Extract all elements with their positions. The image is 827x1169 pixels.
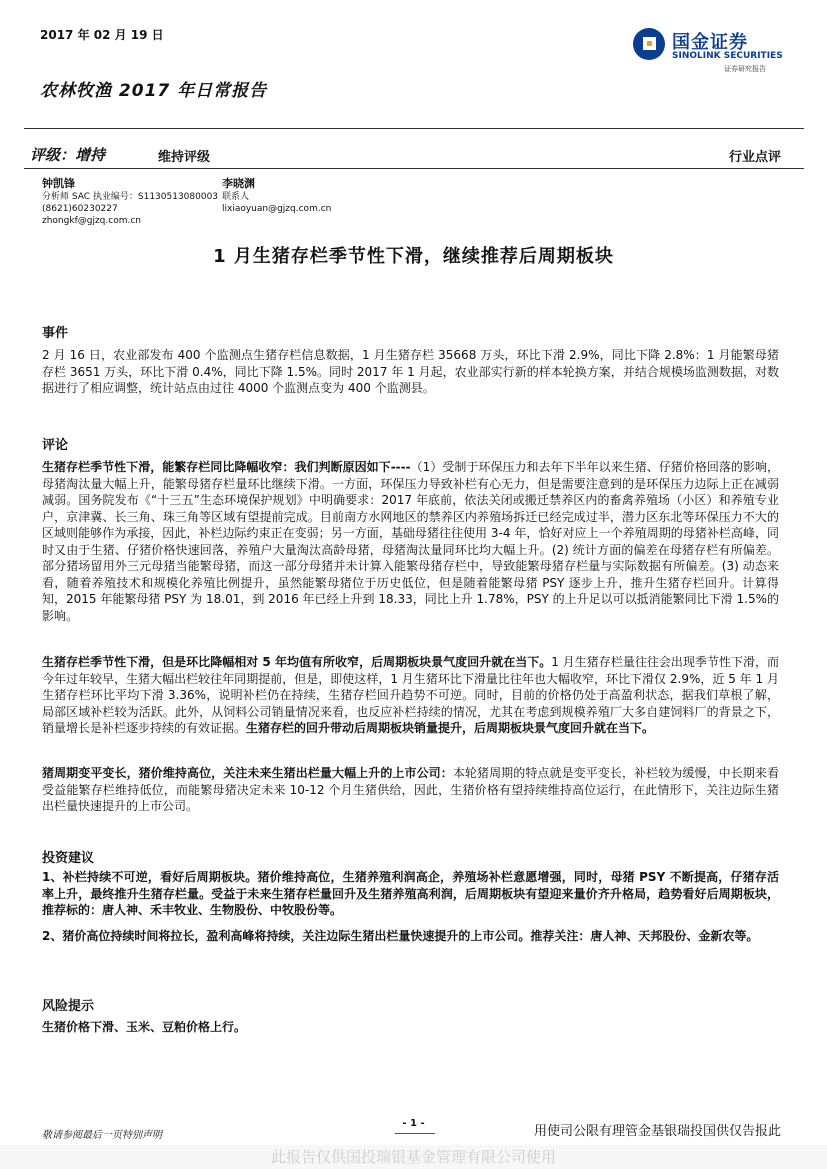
contact-name: 李晓渊 — [222, 177, 255, 190]
header-divider — [24, 128, 804, 129]
logo-mark-icon — [632, 27, 666, 61]
comment-p1-lead: 生猪存栏季节性下滑，能繁存栏同比降幅收窄：我们判断原因如下---- — [42, 460, 411, 474]
rating-divider — [24, 168, 804, 169]
comment-p2-lead: 生猪存栏季节性下滑，但是环比降幅相对 5 年均值有所收窄，后周期板块景气度回升就在当下。 — [42, 655, 552, 669]
comment-p2-conclusion: 生猪存栏的回升带动后周期板块销量提升，后周期板块景气度回升就在当下。 — [246, 721, 655, 735]
comment-p3-lead: 猪周期变平变长，猪价维持高位，关注未来生猪出栏量大幅上升的上市公司： — [42, 766, 453, 780]
advice-item-2: 2、猪价高位持续时间将拉长，盈利高峰将持续，关注边际生猪出栏量快速提升的上市公司。推荐关注：唐人神、天邦股份、金新农等。 — [42, 929, 759, 943]
event-paragraph: 2 月 16 日，农业部发布 400 个监测点生猪存栏信息数据，1 月生猪存栏 35668 万头，环比下滑 2.9%，同比下降 2.8%：1 月能繁母猪存栏 3651 万头，环比下滑 0.4%，同比下降 1.5%。同时 2017 年 1 月起，农业部实行新的样本轮换方案，并结合规模场监测数据，对数据进行了相应调整，统计站点由过往 4000 个监测点变为 400 个监测县。 — [42, 348, 779, 395]
footer-disclaimer: 敬请参阅最后一页特别声明 — [42, 1130, 162, 1141]
analyst-block — [42, 178, 218, 227]
section-title-comment: 评论 — [42, 438, 69, 453]
analyst-name: 钟凯锋 — [42, 177, 75, 190]
watermark: 此报告仅供国投瑞银基金管理有限公司使用 — [0, 1145, 827, 1169]
logo-name-cn: 国金证券 — [672, 32, 748, 53]
analyst-email[interactable]: zhongkf@gjzq.com.cn — [42, 216, 141, 226]
logo-subtitle: 证券研究报告 — [724, 65, 766, 73]
risk-text: 生猪价格下滑、玉米、豆粕价格上行。 — [42, 1020, 247, 1034]
comment-paragraph-1 — [42, 459, 779, 624]
section-title-advice: 投资建议 — [42, 851, 95, 866]
section-title-event: 事件 — [42, 326, 69, 341]
comment-paragraph-3 — [42, 765, 779, 815]
comment-paragraph-2 — [42, 654, 779, 737]
advice-item-1: 1、补栏持续不可逆，看好后周期板块。猪价维持高位，生猪养殖利润高企，养殖场补栏意愿增强，同时，母猪 PSY 不断提高，仔猪存活率上升，最终推升生猪存栏量。受益于未来生猪存栏量回升及生猪养殖高利润，后周期板块有望迎来量价齐升格局，趋势看好后周期板块，推荐标的：唐人神、禾丰牧业、生物股份、中牧股份等。 — [42, 870, 779, 917]
rating-label: 评级：增持 — [30, 146, 106, 164]
contact-block — [222, 178, 331, 215]
footer-usage-note: 用使司公限有理管金基银瑞投国供仅告报此 — [533, 1124, 781, 1139]
rating-maintain: 维持评级 — [158, 150, 211, 165]
contact-role: 联系人 — [222, 192, 250, 202]
logo-name-en: SINOLINK SECURITIES — [672, 51, 783, 61]
page-number-divider — [395, 1133, 435, 1134]
comment-p2-body: 1 月生猪存栏量往往会出现季节性下滑，而今年过年较早，生猪大幅出栏较往年同期提前，但是，即使这样，1 月生猪环比下滑量比往年也大幅收窄，环比下滑仅 2.9%，近 5 年 1 月生猪存栏环比平均下滑 3.36%，说明补栏仍在持续，生猪存栏回升趋势不可逆。同时，目前的价格仍处于高盈利状态，据我们草根了解，局部区域补栏较为活跃。此外，从饲料公司销量情况来看，也反应补栏持续的情况，尤其在考虑到规模养殖厂大多自建饲料厂的背景之下，销量增长是补栏逐步持续的有效证据。 — [42, 655, 779, 735]
contact-email[interactable]: lixiaoyuan@gjzq.com.cn — [222, 204, 332, 214]
headline: 1 月生猪存栏季节性下滑，继续推荐后周期板块 — [213, 246, 614, 267]
report-date: 2017 年 02 月 19 日 — [40, 28, 164, 42]
analyst-phone: (8621)60230227 — [42, 204, 118, 214]
analyst-sac: 分析师 SAC 执业编号：S1130513080003 — [42, 192, 219, 202]
report-category: 行业点评 — [728, 150, 781, 165]
comment-p3-body: 本轮猪周期的特点就是变平变长，补栏较为缓慢，中长期来看受益能繁存栏维持低位，而能繁母猪决定未来 10-12 个月生猪供给，因此，生猪价格有望持续维持高位运行，在此情形下，关注边际生猪出栏量快速提升的上市公司。 — [42, 766, 779, 813]
section-title-risk: 风险提示 — [42, 999, 95, 1014]
company-logo — [632, 27, 792, 75]
comment-p1-body: （1）受制于环保压力和去年下半年以来生猪、仔猪价格回落的影响，母猪淘汰量大幅上升，能繁母猪存栏量环比继续下滑。一方面，环保压力导致补栏有心无力，但是需要注意到的是环保压力边际上正在减弱减弱。国务院发布《“十三五”生态环境保护规划》中明确要求：2017 年底前，依法关闭或搬迁禁养区内的畜禽养殖场（小区）和养殖专业户，京津冀、长三角、珠三角等区域有望提前完成。目前南方水网地区的禁养区内养殖场拆迁已经完成过半，潜力区东北等环保压力不大的区域则能够作为承接，因此，补栏边际约束正在变弱；另一方面，基础母猪往往使用 3-4 年，恰好对应上一个养殖周期的母猪补栏高峰，同时又由于生猪、仔猪价格快速回落，养殖户大量淘汰高龄母猪，母猪淘汰量同环比均大幅上升。(2) 统计方面的偏差在母猪存栏有所偏差。部分猪场留用外三元母猪当能繁母猪，而这一部分母猪并未计算入能繁母猪存栏中，导致能繁母猪存栏量与实际数据有所偏差。(3) 动态来看，随着养殖技术和规模化养殖比例提升，虽然能繁母猪位于历史低位，但是随着能繁母猪 PSY 逐步上升，推升生猪存栏回升。计算得知，2015 年能繁母猪 PSY 为 18.01，到 2016 年已经上升到 18.33，同比上升 1.78%，PSY 的上升足以可以抵消能繁同比下滑 1.5%的影响。 — [42, 460, 779, 623]
report-title: 农林牧渔 2017 年日常报告 — [40, 81, 268, 101]
page-number: - 1 - — [402, 1118, 425, 1129]
